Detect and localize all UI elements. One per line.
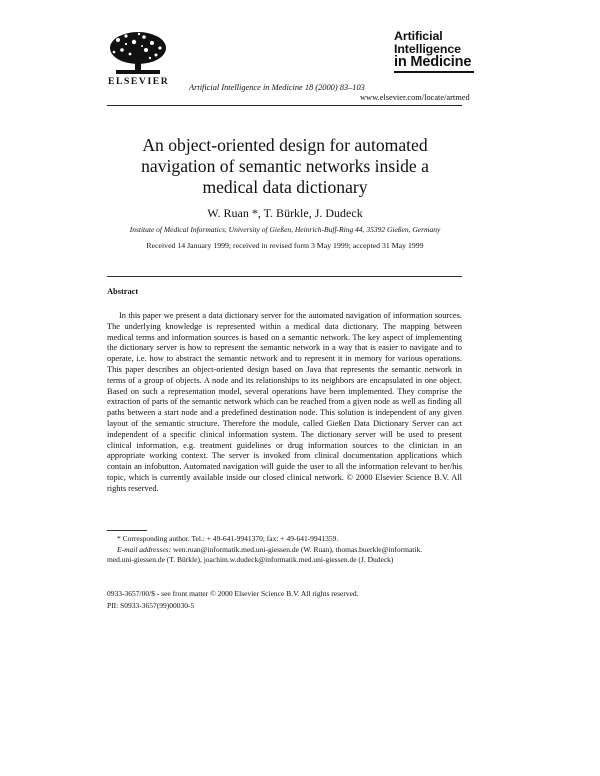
pii-line: PII: S0933-3657(99)00030-5	[107, 600, 195, 610]
title-line: medical data dictionary	[202, 177, 368, 197]
abstract-divider	[107, 276, 462, 277]
author-affiliation: Institute of Medical Informatics, University of Gießen, Heinrich-Buff-Ring 44, 35392 Gießen, Germany	[129, 225, 441, 234]
footnote-divider	[107, 530, 147, 531]
journal-logo-line2: Intelligence	[394, 42, 461, 56]
header-divider	[107, 105, 462, 106]
journal-logo-underline	[394, 71, 474, 73]
email-label: E-mail addresses:	[117, 544, 172, 554]
elsevier-logo	[106, 30, 170, 88]
journal-logo-line3: in Medicine	[394, 54, 472, 70]
received-dates: Received 14 January 1999; received in revised form 3 May 1999; accepted 31 May 1999	[146, 241, 424, 250]
email-addresses[interactable]: wen.ruan@informatik.med.uni-giessen.de (W. Ruan), thomas.buerkle@informatik.	[171, 544, 423, 554]
footnotes	[107, 534, 462, 566]
journal-logo-line1: Artificial	[394, 29, 443, 43]
elsevier-tree-icon	[106, 30, 170, 76]
publisher-name: ELSEVIER	[108, 76, 170, 87]
article-title	[100, 135, 470, 198]
email-note	[107, 545, 462, 556]
email-note-continued[interactable]: med.uni-giessen.de (T. Bürkle), joachim.w.dudeck@informatik.med.uni-giessen.de (J. Dudeck)	[107, 555, 394, 565]
abstract-text: In this paper we present a data dictionary server for the automated navigation of information sources. The underlying knowledge is represented within a medical data dictionary. The mapping between medical terms and information sources is based on a semantic network. The key aspect of implementing the dictionary server is how to represent the semantic network in a way that is easier to navigate and to operate, i.e. how to abstract the semantic network and to represent it in memory for various operations. This paper describes an object-oriented design based on Java that represents the semantic network in terms of a group of objects. A node and its relationships to its neighbors are encapsulated in one object. Based on such a representation model, several operations have been implemented. They comprise the extraction of parts of the semantic network which can be reached from a given node as well as finding all paths between a start node and a predefined destination node. This solution is independent of any given layout of the semantic structure. Therefore the module, called Gießen Data Dictionary Server can act independent of a specific clinical information system. The dictionary server will be used to present clinical information, e.g. treatment guidelines or drug information sources to the clinician in an appropriate working context. The server is invoked from clinical documentation applications which contain an infobutton. Automated navigation will guide the user to all the information relevant to her/his topic, which is currently available inside our closed clinical network. © 2000 Elsevier Science B.V. All rights reserved.	[107, 311, 462, 493]
copyright-block	[107, 588, 359, 611]
abstract-heading: Abstract	[107, 287, 139, 296]
journal-citation: Artificial Intelligence in Medicine 18 (2000) 83–103	[189, 83, 365, 92]
title-line: navigation of semantic networks inside a	[141, 156, 429, 176]
author-list: W. Ruan *, T. Bürkle, J. Dudeck	[207, 206, 363, 220]
journal-logo	[394, 30, 474, 73]
corresponding-author-note: * Corresponding author. Tel.: + 49-641-9941370; fax: + 49-641-9941359.	[117, 534, 339, 543]
copyright-line: 0933-3657/00/$ - see front matter © 2000 Elsevier Science B.V. All rights reserved.	[107, 589, 359, 598]
title-line: An object-oriented design for automated	[142, 135, 428, 155]
journal-url[interactable]: www.elsevier.com/locate/artmed	[360, 93, 470, 102]
